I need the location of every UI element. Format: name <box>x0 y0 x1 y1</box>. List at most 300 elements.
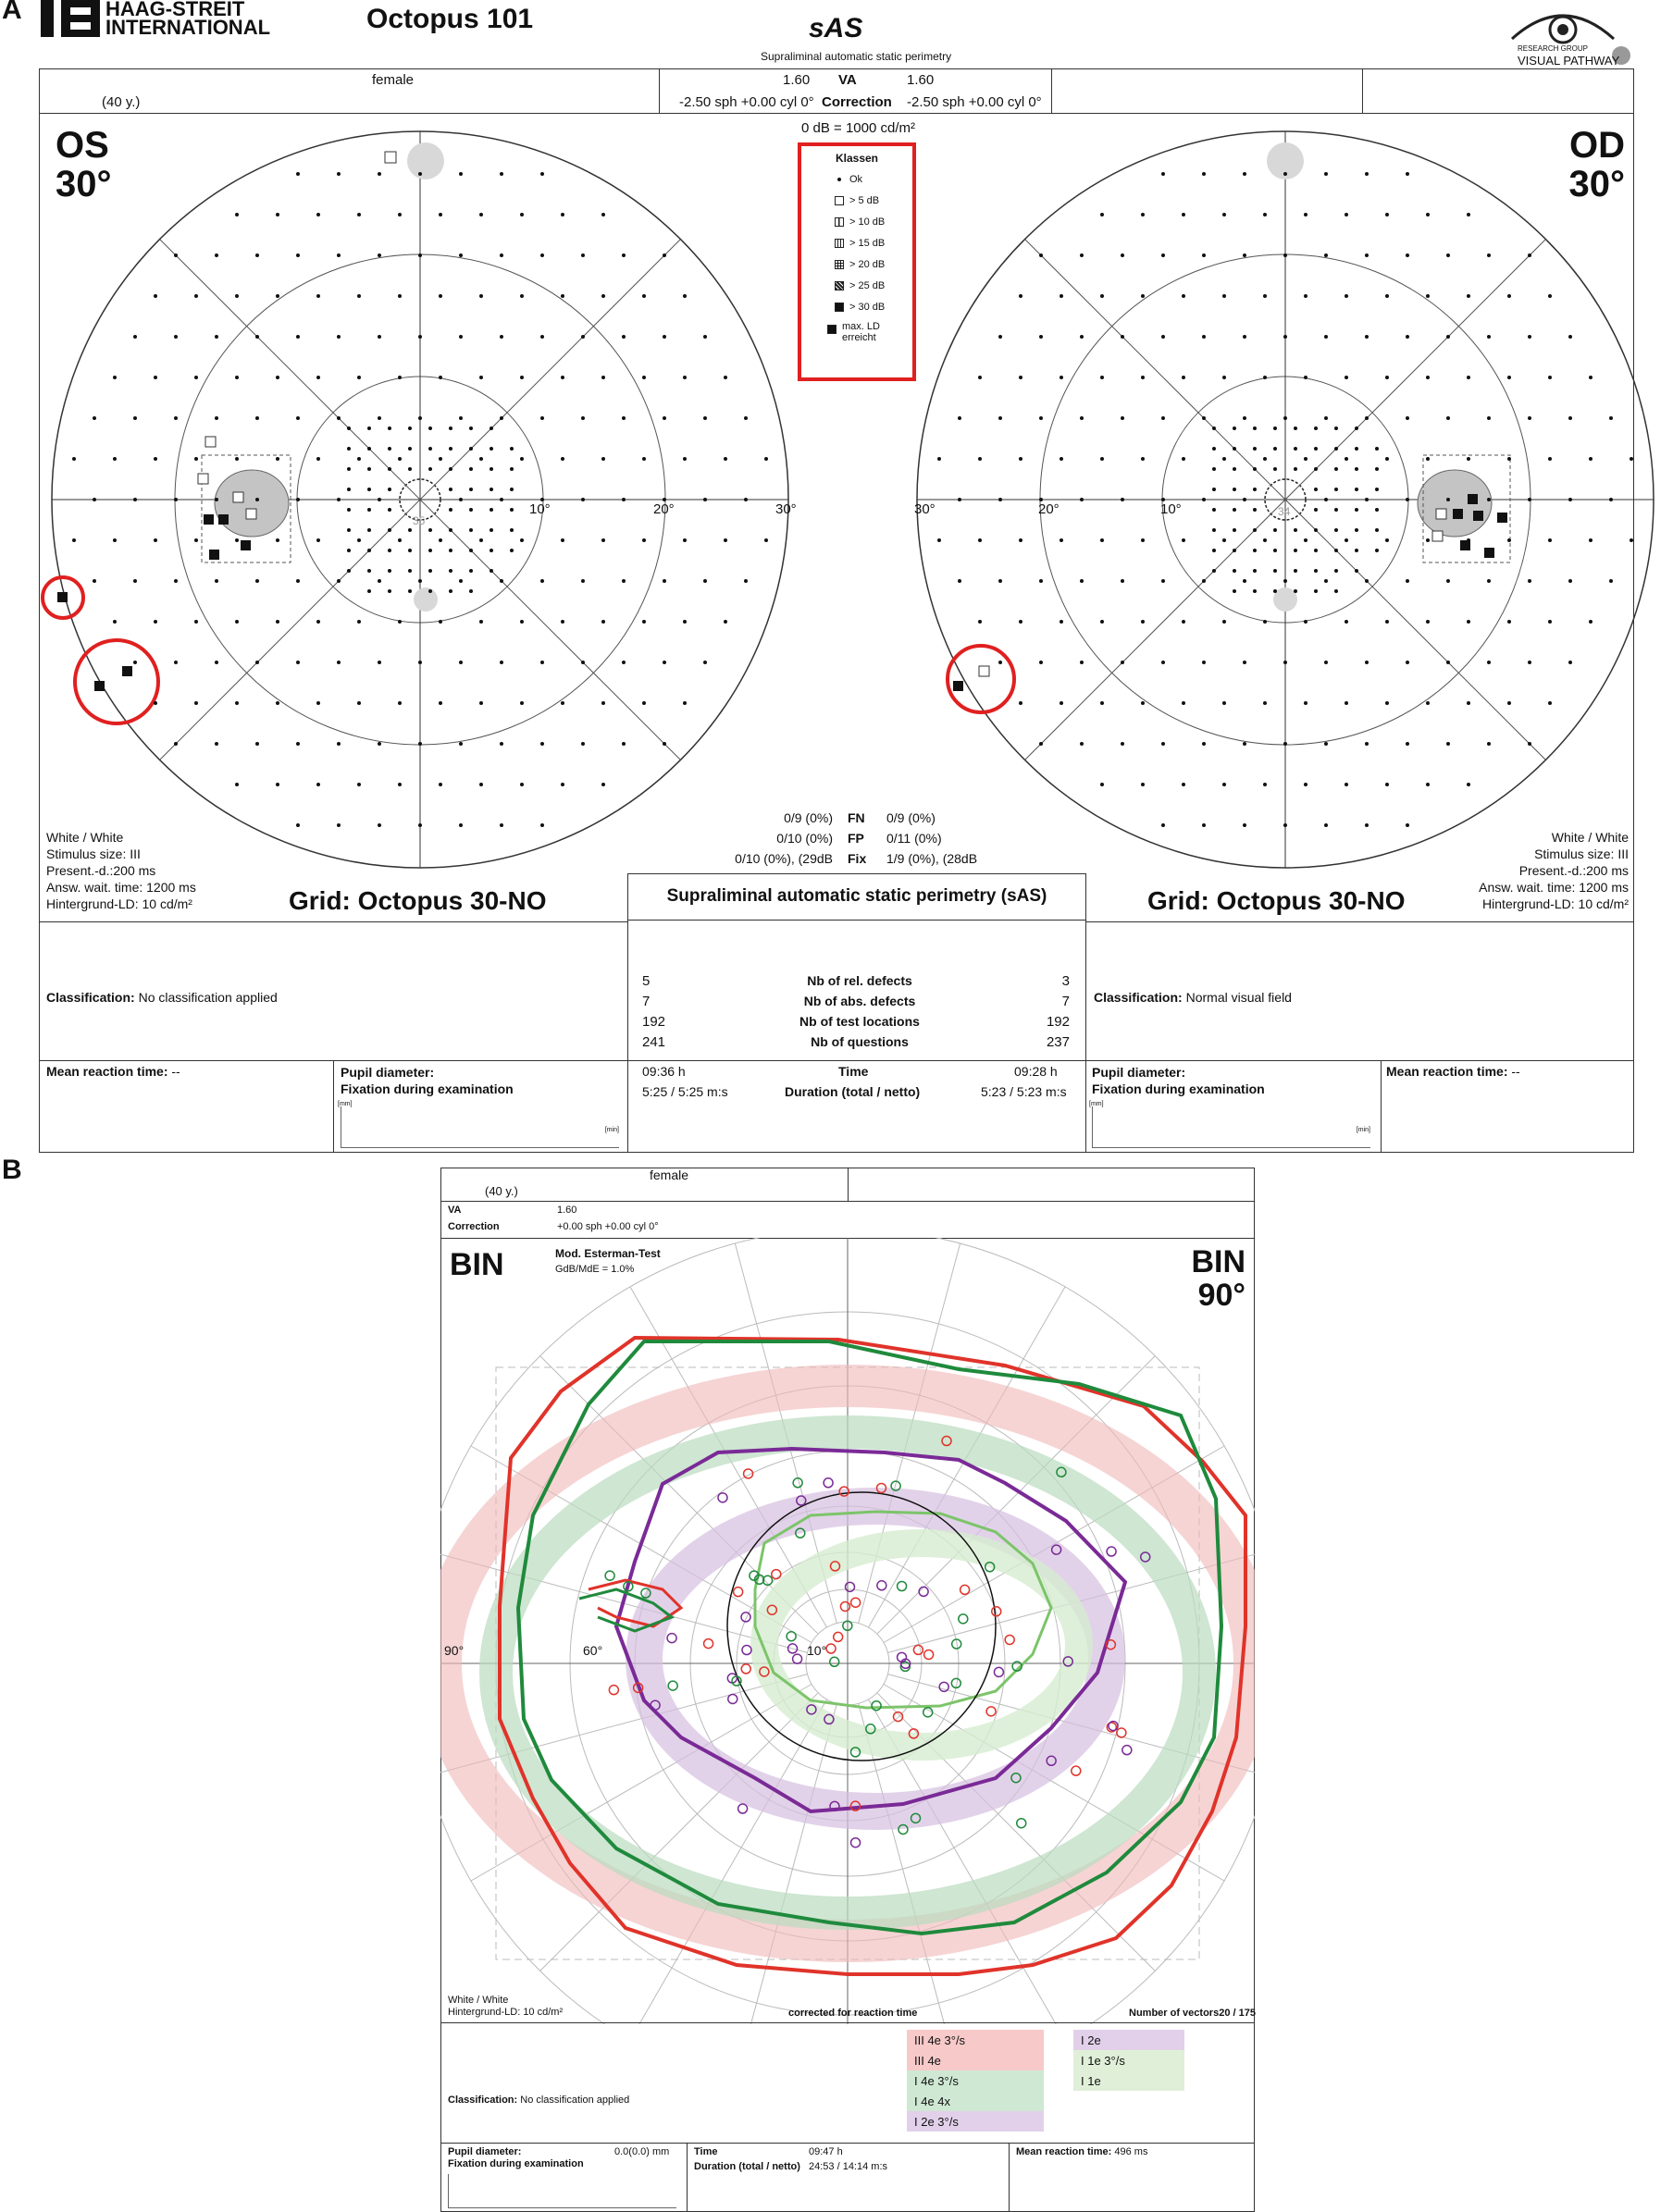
test-point <box>1080 579 1084 583</box>
test-point <box>1355 528 1358 532</box>
test-point <box>978 538 982 542</box>
bin-duration-label: Duration (total / netto) <box>694 2161 800 2172</box>
test-point <box>1294 569 1297 573</box>
test-point <box>367 467 371 471</box>
test-point <box>1161 661 1165 664</box>
static-test-marker <box>959 1614 968 1624</box>
test-point <box>1080 253 1084 257</box>
test-point <box>1355 508 1358 512</box>
test-point <box>1446 416 1450 420</box>
test-point <box>194 701 198 705</box>
test-point <box>449 447 452 451</box>
test-point <box>1182 620 1185 624</box>
static-test-marker <box>742 1646 751 1655</box>
test-point <box>663 661 666 664</box>
os-classification: Classification: No classification applied <box>46 990 278 1005</box>
test-point <box>1222 538 1226 542</box>
test-point <box>1202 253 1206 257</box>
test-point <box>1243 823 1246 827</box>
od-field-label: 30° <box>1568 164 1625 204</box>
test-point <box>418 661 422 664</box>
test-point <box>449 569 452 573</box>
test-point <box>622 335 626 339</box>
static-test-marker <box>824 1478 833 1488</box>
test-point <box>337 172 341 176</box>
test-point <box>601 457 605 461</box>
test-point <box>1467 457 1470 461</box>
test-point <box>398 376 402 379</box>
test-point <box>337 742 341 746</box>
static-test-marker <box>1122 1746 1132 1755</box>
test-point <box>1385 376 1389 379</box>
test-point <box>1294 447 1297 451</box>
test-point <box>581 335 585 339</box>
static-test-marker <box>772 1570 781 1579</box>
test-point <box>235 457 239 461</box>
test-point <box>490 447 493 451</box>
test-point <box>235 620 239 624</box>
test-point <box>113 538 117 542</box>
test-point <box>510 447 514 451</box>
test-point <box>1426 457 1430 461</box>
duration-os: 5:25 / 5:25 m:s <box>642 1084 728 1099</box>
test-point <box>296 579 300 583</box>
test-point <box>255 661 259 664</box>
brand-line2: INTERNATIONAL <box>105 16 271 39</box>
test-point <box>581 742 585 746</box>
test-point <box>663 416 666 420</box>
test-point <box>1253 488 1257 491</box>
test-point <box>1253 528 1257 532</box>
test-point <box>1222 620 1226 624</box>
test-point <box>357 376 361 379</box>
group-line1: RESEARCH GROUP <box>1518 44 1589 53</box>
test-point <box>500 579 503 583</box>
test-point <box>1467 620 1470 624</box>
test-point <box>215 498 218 501</box>
test-point <box>490 426 493 430</box>
test-point <box>1283 579 1287 583</box>
test-point <box>581 661 585 664</box>
os-center-value: 35 <box>413 514 426 527</box>
test-point <box>347 426 351 430</box>
test-point <box>1324 661 1328 664</box>
bin-tick-10: 10° <box>807 1643 827 1658</box>
test-point <box>388 488 391 491</box>
test-point <box>683 457 687 461</box>
test-point <box>520 538 524 542</box>
test-point <box>1243 742 1246 746</box>
test-point <box>1202 579 1206 583</box>
correction-od: -2.50 sph +0.00 cyl 0° <box>907 94 1042 110</box>
test-point <box>1385 457 1389 461</box>
test-point <box>378 498 381 501</box>
test-point <box>337 416 341 420</box>
static-test-marker <box>741 1613 750 1622</box>
correction-os: -2.50 sph +0.00 cyl 0° <box>679 94 814 110</box>
test-point <box>296 661 300 664</box>
test-point <box>1233 528 1236 532</box>
test-point <box>1100 457 1104 461</box>
od-grid-title: Grid: Octopus 30-NO <box>1147 886 1406 915</box>
test-point <box>1273 569 1277 573</box>
test-point <box>1243 416 1246 420</box>
test-point <box>93 416 96 420</box>
test-point <box>622 742 626 746</box>
test-point <box>998 661 1002 664</box>
test-point <box>601 701 605 705</box>
test-point <box>1507 620 1511 624</box>
test-point <box>255 742 259 746</box>
static-test-marker <box>994 1667 1003 1676</box>
test-point <box>194 376 198 379</box>
test-point <box>398 783 402 786</box>
test-point <box>1334 426 1338 430</box>
test-point <box>1202 823 1206 827</box>
legend-iii4e-static: III 4e <box>907 2050 1044 2070</box>
legend-item-15db: > 15 dB <box>801 232 912 253</box>
od-stimulus-info: White / White Stimulus size: III Present.-d.:200 ms Answ. wait. time: 1200 ms Hintergrund-LD: 10 cd/m² <box>1479 830 1629 911</box>
test-point <box>1467 213 1470 216</box>
test-point <box>347 447 351 451</box>
test-point <box>1568 579 1572 583</box>
va-os: 1.60 <box>783 72 811 88</box>
test-point <box>255 416 259 420</box>
test-point <box>1141 213 1145 216</box>
test-point <box>439 620 442 624</box>
test-point <box>490 467 493 471</box>
test-point <box>540 172 544 176</box>
test-point <box>276 457 279 461</box>
test-point <box>1406 253 1409 257</box>
test-point <box>133 498 137 501</box>
os-eye-label: OS <box>56 125 109 166</box>
test-point <box>703 498 707 501</box>
test-point <box>1355 569 1358 573</box>
test-point <box>1253 589 1257 593</box>
test-point <box>1202 416 1206 420</box>
static-test-marker <box>1117 1728 1126 1737</box>
patient-age: (40 y.) <box>102 94 141 110</box>
test-point <box>958 416 961 420</box>
test-point <box>978 376 982 379</box>
bin-age: (40 y.) <box>485 1184 518 1198</box>
test-point <box>1283 661 1287 664</box>
test-point <box>388 589 391 593</box>
test-point <box>490 528 493 532</box>
test-point <box>601 213 605 216</box>
test-point <box>1243 253 1246 257</box>
test-point <box>1304 783 1307 786</box>
bin-fixation-chart <box>448 2174 676 2208</box>
test-point <box>1630 457 1633 461</box>
test-point <box>194 294 198 298</box>
test-point <box>1212 569 1216 573</box>
test-point <box>744 416 748 420</box>
test-point <box>398 457 402 461</box>
test-point <box>1304 457 1307 461</box>
test-point <box>449 549 452 552</box>
test-point <box>1060 376 1063 379</box>
test-point <box>1039 416 1043 420</box>
test-point <box>540 742 544 746</box>
test-point <box>622 661 626 664</box>
test-point <box>367 549 371 552</box>
test-point <box>316 538 320 542</box>
test-point <box>1548 620 1552 624</box>
test-point <box>154 620 157 624</box>
test-point <box>500 823 503 827</box>
test-point <box>388 447 391 451</box>
static-test-marker <box>1017 1819 1026 1828</box>
static-test-marker <box>913 1645 923 1654</box>
test-point <box>622 253 626 257</box>
test-point <box>1355 467 1358 471</box>
test-point <box>1568 498 1572 501</box>
test-point <box>418 172 422 176</box>
test-point <box>1182 294 1185 298</box>
test-point <box>1294 528 1297 532</box>
legend-item-20db: > 20 dB <box>801 253 912 275</box>
test-point <box>1141 701 1145 705</box>
test-point <box>581 579 585 583</box>
test-point <box>459 823 463 827</box>
test-point <box>347 528 351 532</box>
test-point <box>1141 783 1145 786</box>
test-point <box>479 213 483 216</box>
test-point <box>1294 549 1297 552</box>
test-point <box>1273 589 1277 593</box>
test-point <box>255 579 259 583</box>
test-point <box>490 488 493 491</box>
legend-item-5db: > 5 dB <box>801 190 912 211</box>
test-point <box>469 488 473 491</box>
bin-stimulus-info: White / White Hintergrund-LD: 10 cd/m² <box>448 1995 564 2018</box>
test-point <box>1080 498 1084 501</box>
bin-legend <box>907 2030 1242 2133</box>
test-point <box>296 416 300 420</box>
test-point <box>1406 579 1409 583</box>
test-point <box>601 620 605 624</box>
test-point <box>1039 579 1043 583</box>
test-point <box>1314 447 1318 451</box>
test-point <box>72 538 76 542</box>
bin-eye-right: BIN <box>1191 1244 1245 1279</box>
od-fixation-chart: [mm] [min] <box>1092 1106 1370 1148</box>
test-point <box>418 742 422 746</box>
test-point <box>510 549 514 552</box>
test-point <box>1426 538 1430 542</box>
od-eye-label: OD <box>1569 125 1625 166</box>
os-tick-10: 10° <box>529 501 551 517</box>
test-point <box>1263 538 1267 542</box>
test-point <box>1426 376 1430 379</box>
test-point <box>1334 488 1338 491</box>
bin-mean-reaction: Mean reaction time: 496 ms <box>1016 2146 1148 2157</box>
test-point <box>1141 620 1145 624</box>
test-point <box>601 538 605 542</box>
test-point <box>1507 457 1511 461</box>
os-stimulus-info: White / White Stimulus size: III Present.-d.:200 ms Answ. wait. time: 1200 ms Hintergrund-LD: 10 cd/m² <box>46 830 196 911</box>
test-point <box>1467 538 1470 542</box>
test-point <box>469 447 473 451</box>
bin-field-right: 90° <box>1197 1278 1245 1313</box>
od-tick-10: 10° <box>1160 501 1182 517</box>
duration-od: 5:23 / 5:23 m:s <box>981 1084 1067 1099</box>
test-point <box>1080 661 1084 664</box>
static-test-marker <box>741 1664 750 1674</box>
test-point <box>1589 620 1592 624</box>
test-point <box>174 335 178 339</box>
test-point <box>561 457 564 461</box>
test-point <box>683 701 687 705</box>
test-point <box>1283 823 1287 827</box>
test-point <box>1273 447 1277 451</box>
legend-item-25db: > 25 dB <box>801 275 912 296</box>
test-point <box>1467 294 1470 298</box>
test-point <box>388 508 391 512</box>
bin-va-label: VA <box>448 1205 462 1216</box>
test-point <box>174 416 178 420</box>
test-point <box>1060 701 1063 705</box>
test-point <box>388 426 391 430</box>
test-point <box>1345 620 1348 624</box>
test-point <box>1365 416 1369 420</box>
test-point <box>357 783 361 786</box>
test-point <box>937 538 941 542</box>
test-point <box>1324 416 1328 420</box>
test-point <box>1212 467 1216 471</box>
test-point <box>1161 253 1165 257</box>
test-point <box>1182 213 1185 216</box>
test-point <box>93 579 96 583</box>
test-point <box>1080 742 1084 746</box>
test-point <box>276 538 279 542</box>
test-point <box>276 376 279 379</box>
os-field-plot <box>43 131 788 868</box>
test-point <box>1365 253 1369 257</box>
test-point <box>764 457 768 461</box>
test-point <box>408 549 412 552</box>
test-point <box>316 376 320 379</box>
od-center-value: 34 <box>1278 505 1291 518</box>
test-point <box>642 376 646 379</box>
test-point <box>1385 538 1389 542</box>
static-test-marker <box>960 1585 970 1594</box>
static-test-marker <box>826 1644 836 1653</box>
test-point <box>1202 172 1206 176</box>
os-mean-reaction: Mean reaction time: -- <box>46 1064 180 1079</box>
test-point <box>408 589 412 593</box>
test-point <box>1345 376 1348 379</box>
test-point <box>1243 172 1246 176</box>
test-point <box>540 416 544 420</box>
stats-title: Supraliminal automatic static perimetry (sAS) <box>666 886 1047 906</box>
test-point <box>367 447 371 451</box>
test-point <box>357 620 361 624</box>
test-point <box>958 579 961 583</box>
time-od: 09:28 h <box>1014 1064 1058 1079</box>
test-point <box>479 457 483 461</box>
test-point <box>1548 294 1552 298</box>
legend-title: Klassen <box>835 152 879 165</box>
klassen-legend <box>798 142 916 381</box>
test-point <box>1426 213 1430 216</box>
test-point <box>378 416 381 420</box>
od-pupil: Pupil diameter: Fixation during examination <box>1092 1065 1265 1096</box>
test-point <box>1141 376 1145 379</box>
test-point <box>276 701 279 705</box>
test-point <box>1263 457 1267 461</box>
test-point <box>398 620 402 624</box>
test-point <box>998 579 1002 583</box>
test-point <box>663 742 666 746</box>
os-pupil: Pupil diameter: Fixation during examination <box>341 1065 514 1096</box>
test-point <box>724 457 727 461</box>
test-point <box>469 467 473 471</box>
test-point <box>337 498 341 501</box>
test-point <box>958 498 961 501</box>
test-point <box>133 579 137 583</box>
test-point <box>276 213 279 216</box>
test-point <box>520 376 524 379</box>
test-point <box>428 447 432 451</box>
test-point <box>642 620 646 624</box>
static-test-marker <box>1107 1547 1116 1556</box>
test-point <box>459 335 463 339</box>
test-point <box>561 538 564 542</box>
test-point <box>439 701 442 705</box>
test-point <box>1609 498 1613 501</box>
test-point <box>1273 528 1277 532</box>
static-test-marker <box>939 1682 948 1691</box>
static-test-marker <box>793 1654 802 1663</box>
test-point <box>1080 335 1084 339</box>
test-point <box>1080 416 1084 420</box>
binocular-field-plot <box>440 1238 1255 2024</box>
static-test-marker <box>734 1588 743 1597</box>
test-point <box>663 253 666 257</box>
test-point <box>72 457 76 461</box>
test-point <box>1324 823 1328 827</box>
test-point <box>998 416 1002 420</box>
test-point <box>622 416 626 420</box>
bin-correction-label: Correction <box>448 1221 500 1232</box>
od-tick-30: 30° <box>914 501 936 517</box>
test-point <box>378 335 381 339</box>
test-point <box>367 589 371 593</box>
test-point <box>154 701 157 705</box>
test-point <box>1253 508 1257 512</box>
bin-va: 1.60 <box>557 1205 577 1216</box>
test-point <box>1263 620 1267 624</box>
test-point <box>428 549 432 552</box>
test-point <box>1294 589 1297 593</box>
test-point <box>1283 416 1287 420</box>
test-point <box>235 701 239 705</box>
bin-tick-60: 60° <box>583 1643 603 1658</box>
test-point <box>1233 508 1236 512</box>
test-point <box>520 783 524 786</box>
test-point <box>1304 213 1307 216</box>
test-point <box>1121 416 1124 420</box>
test-point <box>1568 661 1572 664</box>
test-point <box>418 823 422 827</box>
test-point <box>1334 549 1338 552</box>
test-point <box>1345 783 1348 786</box>
test-point <box>459 253 463 257</box>
test-point <box>1263 213 1267 216</box>
